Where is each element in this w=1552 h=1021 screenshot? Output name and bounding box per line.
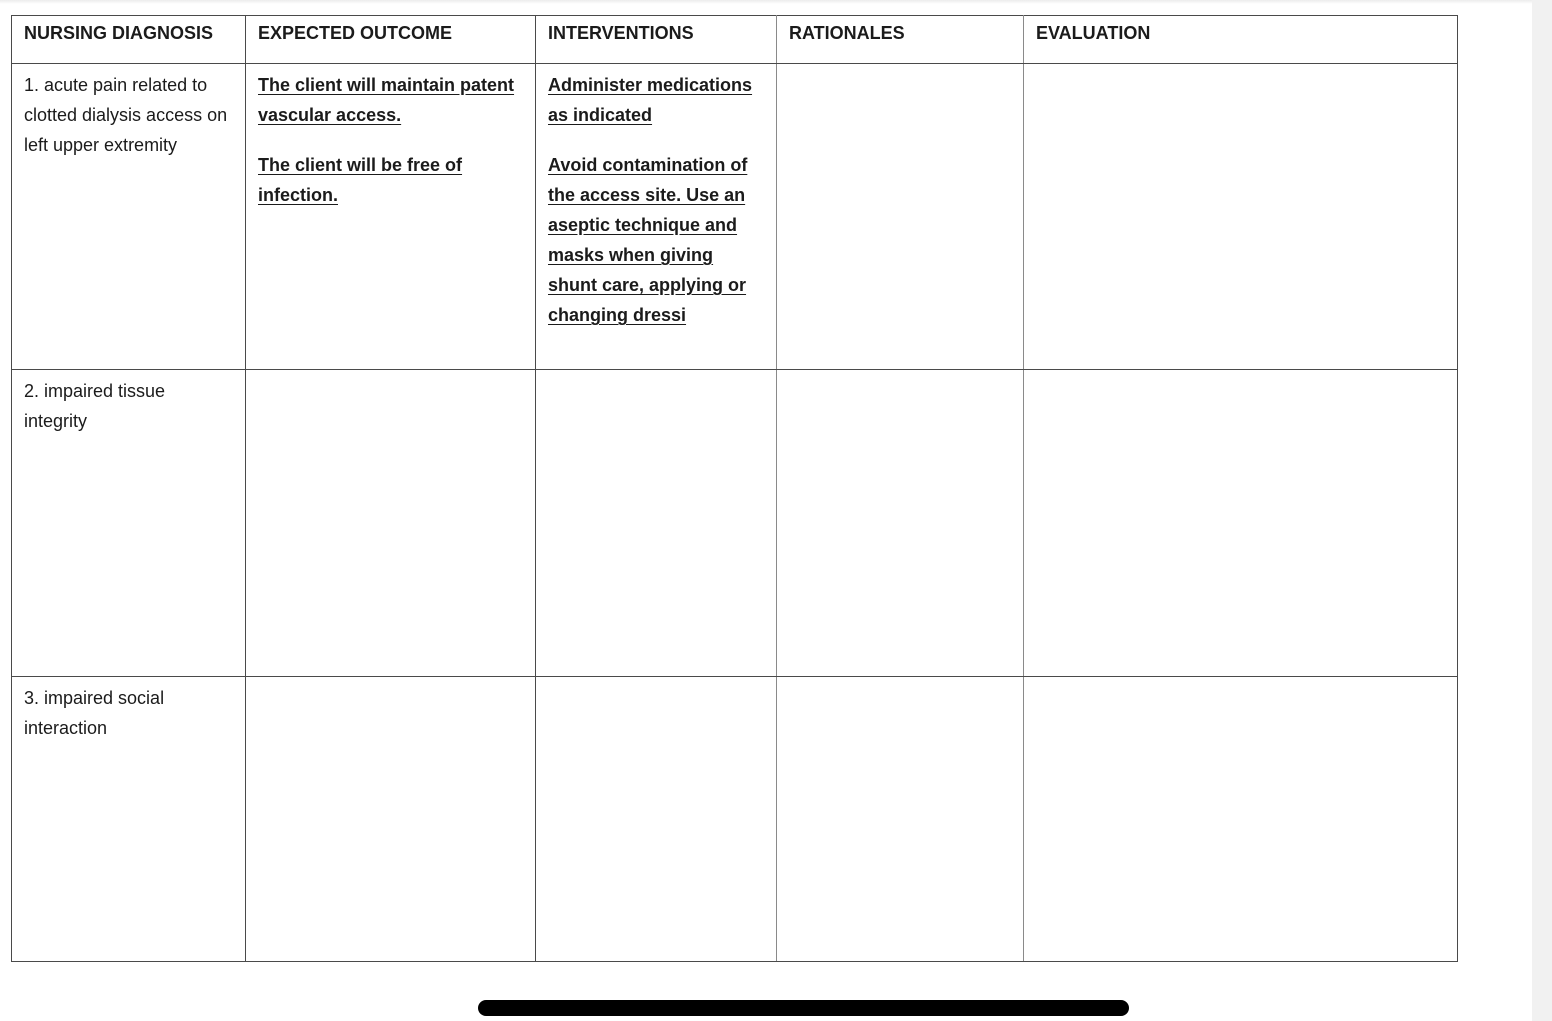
diagnosis-text: 1. acute pain related to clotted dialysis access on left upper extremity xyxy=(24,75,228,155)
table-row xyxy=(12,64,1458,370)
header-row xyxy=(12,16,1458,64)
expected-outcome-cell[interactable] xyxy=(246,64,536,370)
evaluation-cell[interactable] xyxy=(1024,64,1458,370)
table-row xyxy=(12,677,1458,962)
paragraph-gap xyxy=(548,130,764,150)
interventions-cell[interactable] xyxy=(536,677,777,962)
evaluation-cell[interactable] xyxy=(1024,370,1458,677)
nursing-care-plan-table xyxy=(11,15,1458,962)
expected-outcome-cell[interactable] xyxy=(246,677,536,962)
diagnosis-cell[interactable] xyxy=(12,370,246,677)
diagnosis-text: 2. impaired tissue integrity xyxy=(24,381,166,431)
interventions-cell[interactable] xyxy=(536,370,777,677)
header-rationales: RATIONALES xyxy=(777,16,1024,64)
home-indicator-bar[interactable] xyxy=(478,1000,1129,1016)
diagnosis-cell[interactable] xyxy=(12,677,246,962)
header-nursing-diagnosis: NURSING DIAGNOSIS xyxy=(12,16,246,64)
header-interventions: INTERVENTIONS xyxy=(536,16,777,64)
interventions-cell[interactable] xyxy=(536,64,777,370)
paragraph-gap xyxy=(258,130,523,150)
outcome-text: The client will maintain patent vascular access. xyxy=(258,75,515,125)
top-shade xyxy=(0,0,1532,4)
evaluation-cell[interactable] xyxy=(1024,677,1458,962)
expected-outcome-cell[interactable] xyxy=(246,370,536,677)
intervention-text: Avoid contamination of the access site. Use an aseptic technique and masks when giving shunt care, applying or changing dressi xyxy=(548,155,748,325)
table-row xyxy=(12,370,1458,677)
header-evaluation: EVALUATION xyxy=(1024,16,1458,64)
rationales-cell[interactable] xyxy=(777,677,1024,962)
header-expected-outcome: EXPECTED OUTCOME xyxy=(246,16,536,64)
rationales-cell[interactable] xyxy=(777,64,1024,370)
right-gutter xyxy=(1532,0,1552,1021)
intervention-text: Administer medications as indicated xyxy=(548,75,753,125)
rationales-cell[interactable] xyxy=(777,370,1024,677)
diagnosis-cell[interactable] xyxy=(12,64,246,370)
outcome-text: The client will be free of infection. xyxy=(258,155,463,205)
diagnosis-text: 3. impaired social interaction xyxy=(24,688,165,738)
